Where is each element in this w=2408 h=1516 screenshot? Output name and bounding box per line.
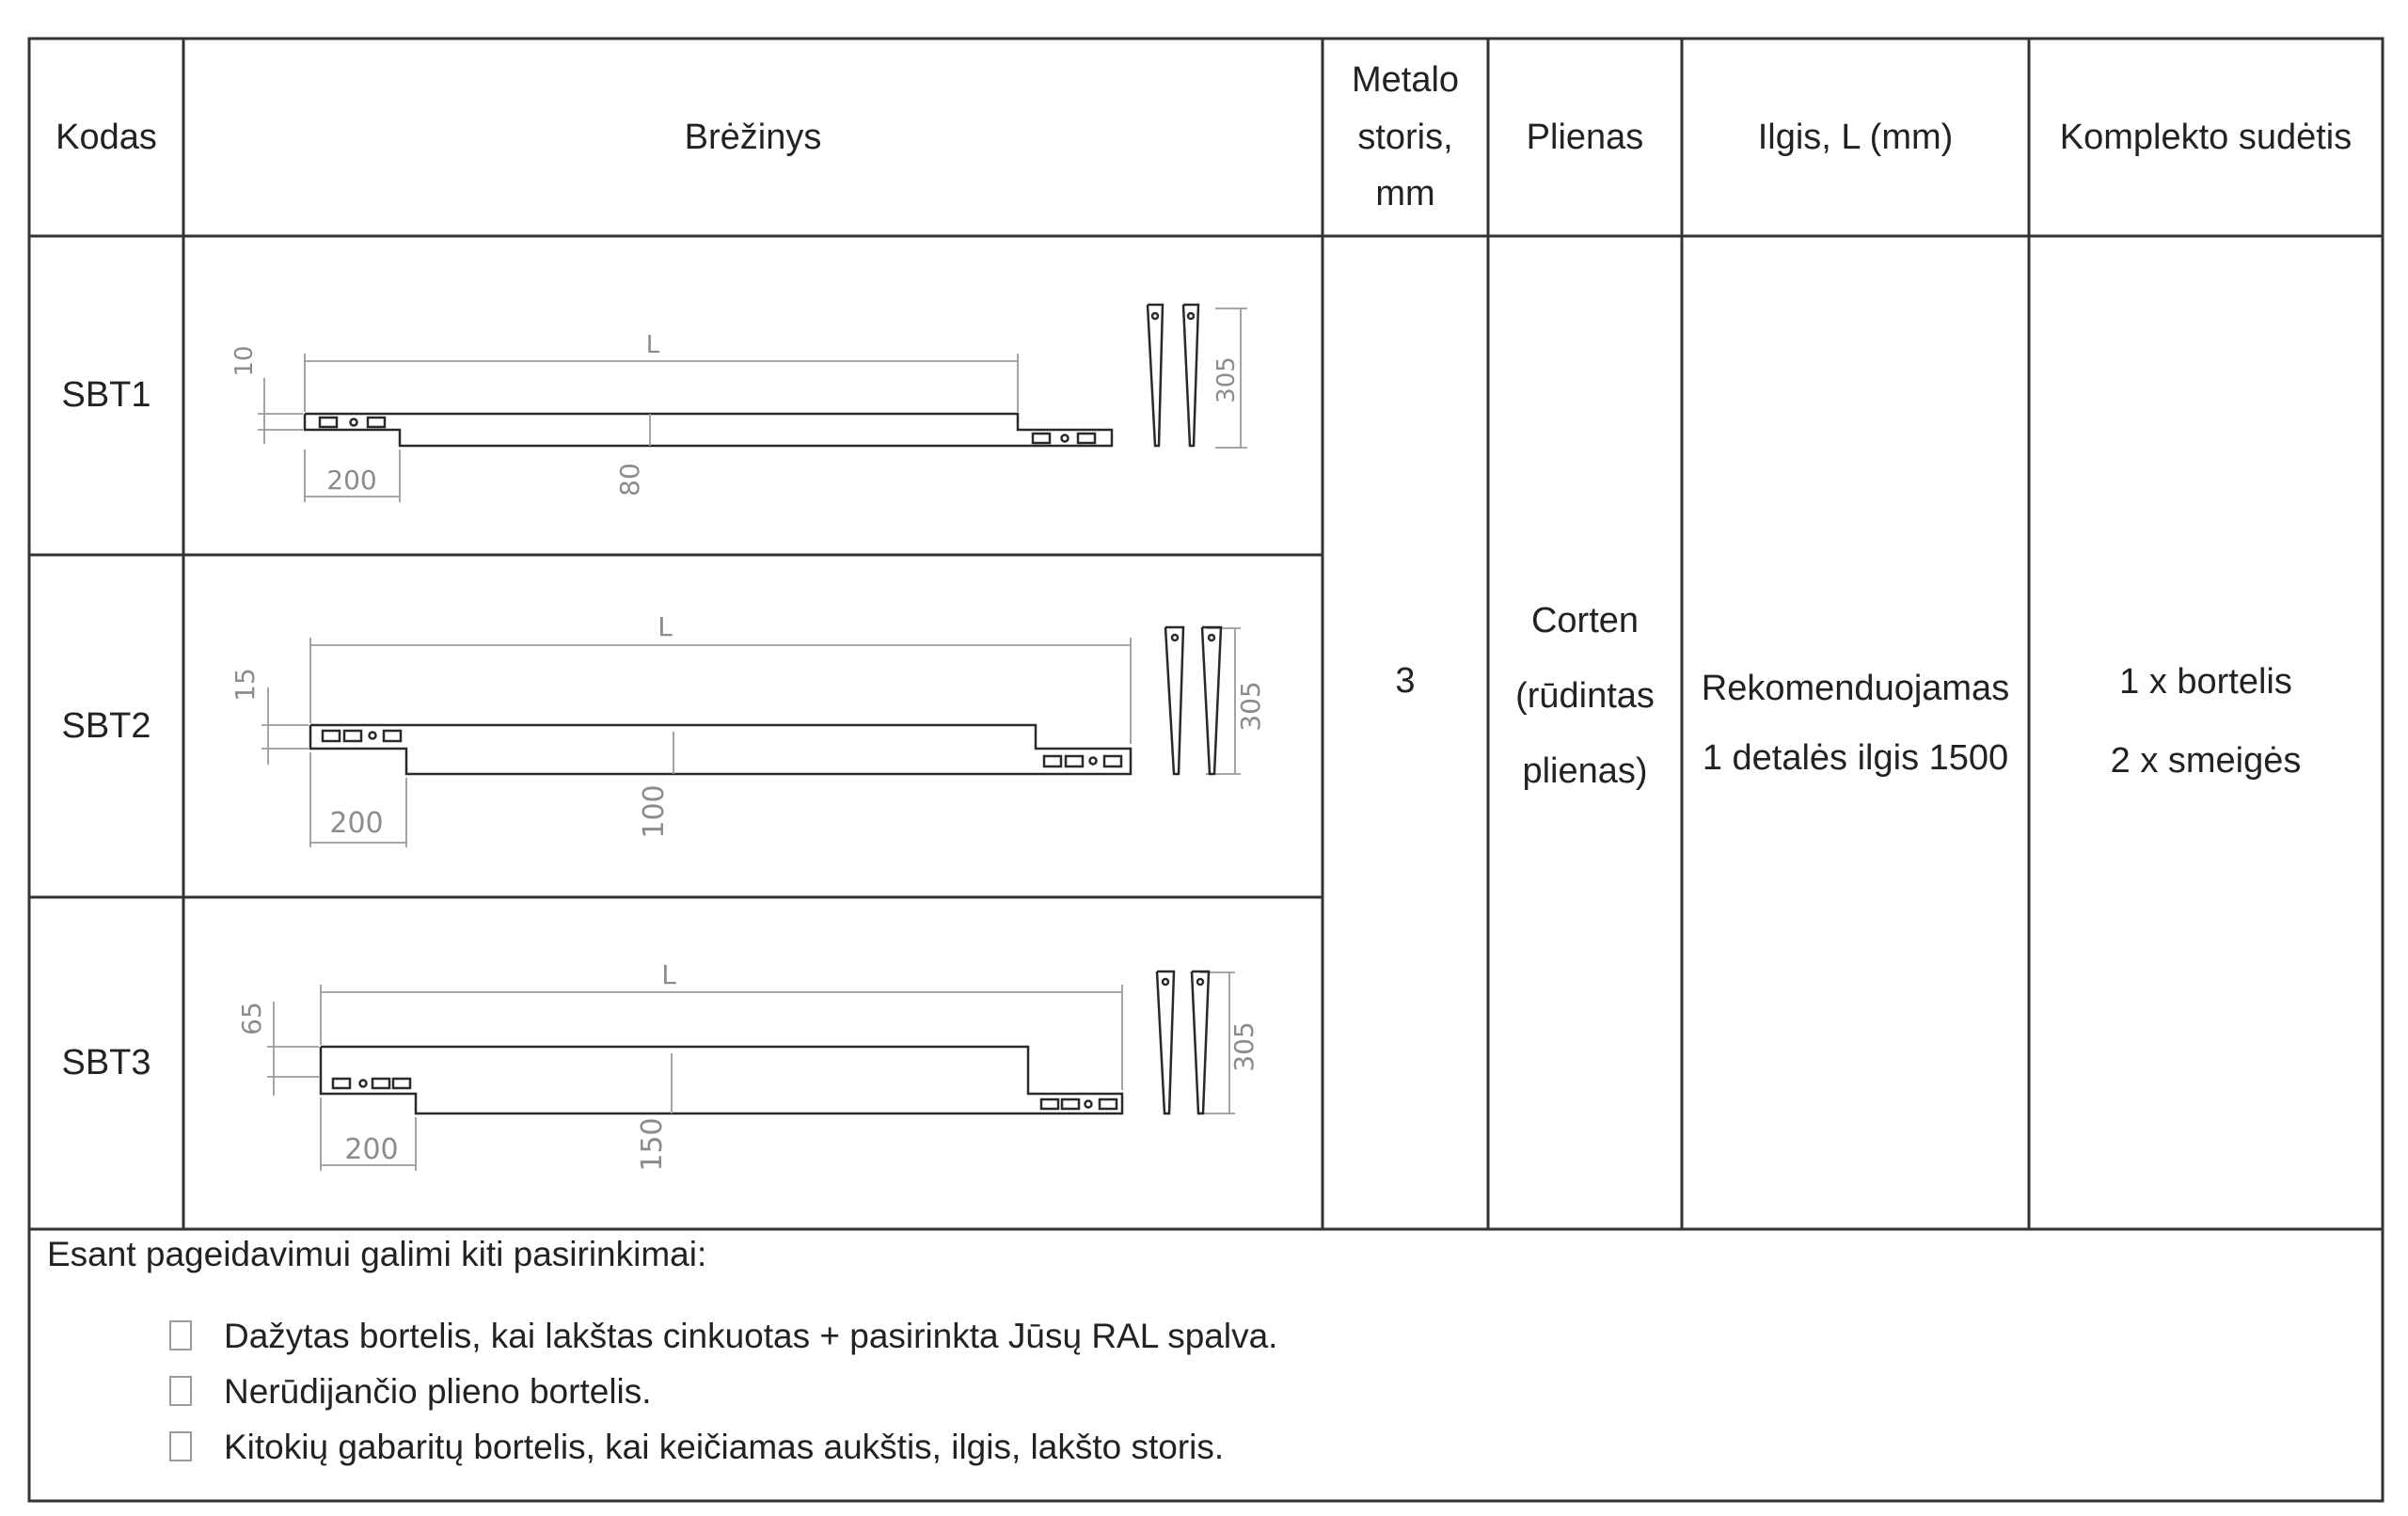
metalo-storis-value: 3 <box>1395 661 1416 701</box>
option-item: Dažytas bortelis, kai lakštas cinkuotas + pasirinkta Jūsų RAL spalva. <box>169 1317 1277 1356</box>
dim-base-label: 200 <box>326 465 377 496</box>
stakes <box>1148 305 1198 446</box>
option-item: Nerūdijančio plieno bortelis. <box>169 1372 652 1412</box>
header-brezinys: Brėžinys <box>684 117 822 157</box>
bolt-slots-left <box>323 731 401 741</box>
dim-stake-label: 305 <box>1235 681 1266 732</box>
row-code-sbt2: SBT2 <box>61 705 151 746</box>
header-plienas: Plienas <box>1526 117 1644 157</box>
option-item: Kitokių gabaritų bortelis, kai keičiamas aukštis, ilgis, lakšto storis. <box>169 1428 1224 1467</box>
stakes <box>1157 971 1209 1113</box>
dim-length-label: L <box>661 959 676 990</box>
bolt-slots-left <box>320 418 385 427</box>
ilgis-value: Rekomenduojamas 1 detalės ilgis 1500 <box>1701 669 2010 778</box>
dim-height-label: 150 <box>636 1117 669 1172</box>
dim-length-label: L <box>645 331 660 359</box>
drawing-sbt3 <box>184 898 1322 1228</box>
checkbox-icon <box>169 1431 192 1461</box>
header-komplekto: Komplekto sudėtis <box>2059 117 2353 157</box>
row-code-sbt1: SBT1 <box>61 375 151 416</box>
bolt-slots-right <box>1033 434 1095 443</box>
header-metalo-storis: Metalo storis, mm <box>1351 59 1460 214</box>
header-ilgis: Ilgis, L (mm) <box>1757 117 1954 157</box>
dim-stake-label: 305 <box>1212 356 1241 403</box>
bolt-slots-left <box>333 1079 410 1088</box>
dim-top-label: 10 <box>230 345 259 377</box>
dim-top-label: 65 <box>236 1002 267 1035</box>
dim-base-label: 200 <box>344 1133 399 1166</box>
dim-top-label: 15 <box>230 668 261 702</box>
stakes <box>1165 627 1221 774</box>
row-code-sbt3: SBT3 <box>61 1043 151 1083</box>
bolt-slots-right <box>1041 1099 1117 1109</box>
options-intro: Esant pageidavimui galimi kiti pasirinkimai: <box>47 1235 707 1273</box>
bolt-slots-right <box>1044 756 1121 766</box>
dim-stake-label: 305 <box>1228 1021 1259 1072</box>
komplekto-value: 1 x bortelis 2 x smeigės <box>2110 662 2302 781</box>
dim-length-label: L <box>657 611 673 642</box>
header-kodas: Kodas <box>55 117 157 157</box>
checkbox-icon <box>169 1376 192 1406</box>
dim-height-label: 80 <box>614 463 645 497</box>
drawing-sbt1 <box>184 237 1322 554</box>
checkbox-icon <box>169 1320 192 1350</box>
dim-height-label: 100 <box>638 784 671 839</box>
dim-base-label: 200 <box>329 807 384 840</box>
plienas-value: Corten (rūdintas plienas) <box>1515 601 1655 791</box>
drawing-sbt2 <box>184 556 1322 896</box>
